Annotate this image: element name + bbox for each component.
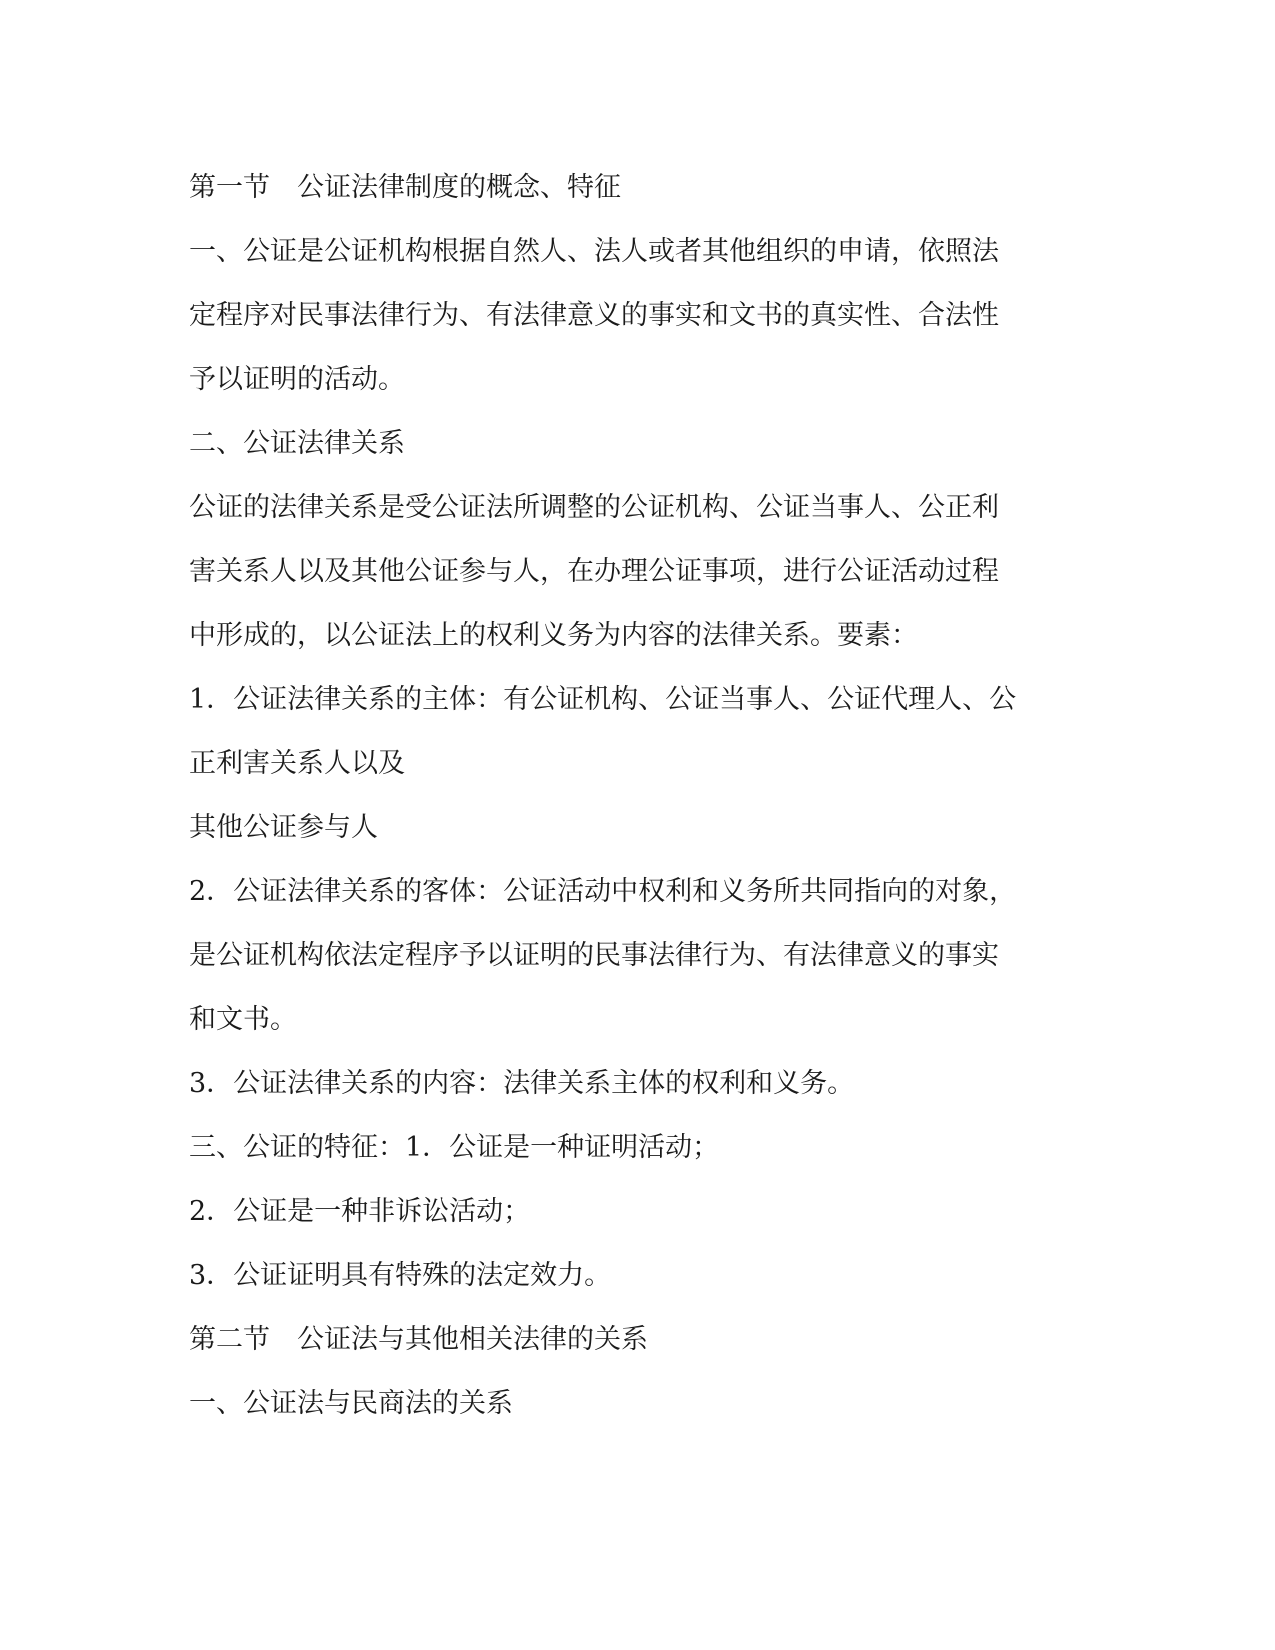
section-heading-2: 第二节 公证法与其他相关法律的关系 bbox=[189, 1324, 648, 1355]
subheading-line: 二、公证法律关系 bbox=[189, 428, 405, 459]
text-line: 和文书。 bbox=[189, 1004, 297, 1035]
list-item-line: 3．公证证明具有特殊的法定效力。 bbox=[189, 1260, 612, 1291]
text-line: 公证的法律关系是受公证法所调整的公证机构、公证当事人、公正利 bbox=[189, 492, 999, 523]
document-body bbox=[189, 156, 1089, 1436]
subheading-line: 三、公证的特征：1．公证是一种证明活动； bbox=[189, 1132, 720, 1163]
text-line: 一、公证是公证机构根据自然人、法人或者其他组织的申请，依照法 bbox=[189, 236, 999, 267]
section-heading-1: 第一节 公证法律制度的概念、特征 bbox=[189, 172, 621, 203]
text-line: 害关系人以及其他公证参与人，在办理公证事项，进行公证活动过程 bbox=[189, 556, 999, 587]
list-item-line: 2．公证是一种非诉讼活动； bbox=[189, 1196, 531, 1227]
text-line: 定程序对民事法律行为、有法律意义的事实和文书的真实性、合法性 bbox=[189, 300, 999, 331]
text-line: 中形成的，以公证法上的权利义务为内容的法律关系。要素： bbox=[189, 620, 918, 651]
text-line: 正利害关系人以及 bbox=[189, 748, 405, 779]
text-line: 是公证机构依法定程序予以证明的民事法律行为、有法律意义的事实 bbox=[189, 940, 999, 971]
list-item-line: 1．公证法律关系的主体：有公证机构、公证当事人、公证代理人、公 bbox=[189, 684, 1017, 715]
list-item-line: 3．公证法律关系的内容：法律关系主体的权利和义务。 bbox=[189, 1068, 855, 1099]
text-line: 予以证明的活动。 bbox=[189, 364, 405, 395]
text-line: 其他公证参与人 bbox=[189, 812, 378, 843]
subheading-line: 一、公证法与民商法的关系 bbox=[189, 1388, 513, 1419]
list-item-line: 2．公证法律关系的客体：公证活动中权利和义务所共同指向的对象， bbox=[189, 876, 1017, 907]
